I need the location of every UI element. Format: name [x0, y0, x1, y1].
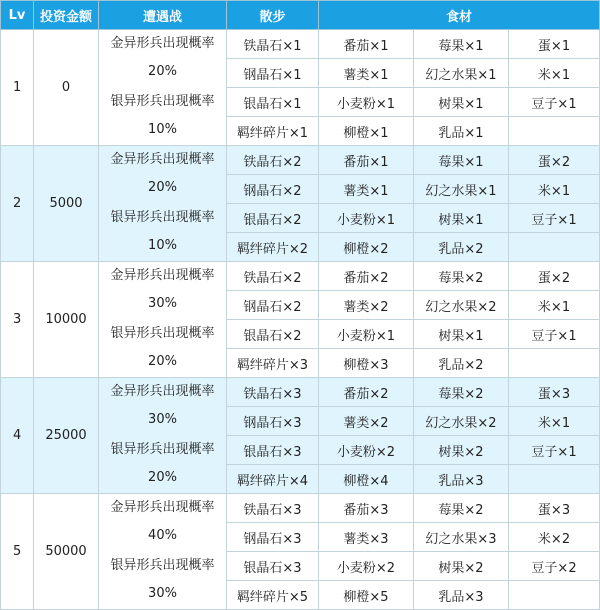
food-reward-cell: 莓果×2	[414, 494, 509, 523]
gold-rate-label: 金异形兵出现概率	[110, 500, 215, 515]
gold-rate-value: 30%	[148, 412, 177, 427]
gold-rate-label: 金异形兵出现概率	[110, 152, 215, 167]
food-reward-cell: 幻之水果×1	[414, 59, 509, 88]
food-reward-cell: 米×2	[509, 523, 600, 552]
food-reward-cell: 米×1	[509, 175, 600, 204]
food-reward-cell: 蛋×3	[509, 378, 600, 407]
gold-rate-label: 金异形兵出现概率	[110, 384, 215, 399]
gold-encounter-cell	[99, 30, 227, 88]
food-reward-cell: 幻之水果×1	[414, 175, 509, 204]
silver-rate-label: 银异形兵出现概率	[110, 557, 215, 573]
food-reward-cell	[509, 233, 600, 262]
food-reward-cell: 小麦粉×2	[319, 552, 414, 581]
header-walk: 散步	[227, 1, 319, 30]
food-reward-cell: 番茄×2	[319, 262, 414, 291]
food-reward-cell: 番茄×3	[319, 494, 414, 523]
walk-reward-cell: 钢晶石×1	[227, 59, 319, 88]
food-reward-cell: 番茄×1	[319, 146, 414, 175]
walk-reward-cell: 铁晶石×2	[227, 262, 319, 291]
food-reward-cell: 莓果×1	[414, 146, 509, 175]
walk-reward-cell: 羁绊碎片×2	[227, 233, 319, 262]
investment-cell: 10000	[34, 262, 99, 378]
gold-rate-value: 20%	[148, 64, 177, 79]
walk-reward-cell: 铁晶石×3	[227, 494, 319, 523]
food-reward-cell: 豆子×2	[509, 552, 600, 581]
silver-encounter-cell	[99, 88, 227, 146]
food-reward-cell: 乳品×2	[414, 233, 509, 262]
silver-rate-label: 银异形兵出现概率	[110, 325, 215, 341]
food-reward-cell: 柳橙×5	[319, 581, 414, 610]
food-reward-cell: 米×1	[509, 291, 600, 320]
food-reward-cell: 薯类×1	[319, 175, 414, 204]
gold-encounter-cell	[99, 262, 227, 320]
food-reward-cell: 柳橙×1	[319, 117, 414, 146]
food-reward-cell: 薯类×2	[319, 291, 414, 320]
walk-reward-cell: 羁绊碎片×4	[227, 465, 319, 494]
food-reward-cell: 莓果×1	[414, 30, 509, 59]
investment-cell: 0	[34, 30, 99, 146]
food-reward-cell	[509, 349, 600, 378]
food-reward-cell: 幻之水果×3	[414, 523, 509, 552]
walk-reward-cell: 钢晶石×2	[227, 175, 319, 204]
food-reward-cell: 莓果×2	[414, 262, 509, 291]
silver-rate-label: 银异形兵出现概率	[110, 209, 215, 225]
silver-rate-value: 20%	[148, 353, 177, 369]
gold-encounter-cell	[99, 494, 227, 552]
silver-rate-label: 银异形兵出现概率	[110, 93, 215, 109]
level-cell: 4	[1, 378, 34, 494]
food-reward-cell	[509, 117, 600, 146]
gold-rate-value: 30%	[148, 296, 177, 311]
table-row	[1, 378, 600, 407]
investment-cell: 5000	[34, 146, 99, 262]
food-reward-cell: 乳品×1	[414, 117, 509, 146]
walk-reward-cell: 铁晶石×2	[227, 146, 319, 175]
food-reward-cell: 小麦粉×2	[319, 436, 414, 465]
silver-encounter-cell	[99, 436, 227, 494]
walk-reward-cell: 银晶石×1	[227, 88, 319, 117]
level-cell: 3	[1, 262, 34, 378]
walk-reward-cell: 羁绊碎片×1	[227, 117, 319, 146]
food-reward-cell: 柳橙×2	[319, 233, 414, 262]
food-reward-cell: 番茄×1	[319, 30, 414, 59]
table-row	[1, 262, 600, 291]
silver-rate-label: 银异形兵出现概率	[110, 441, 215, 457]
food-reward-cell: 蛋×1	[509, 30, 600, 59]
food-reward-cell: 乳品×3	[414, 581, 509, 610]
food-reward-cell: 蛋×3	[509, 494, 600, 523]
food-reward-cell: 薯类×3	[319, 523, 414, 552]
walk-reward-cell: 钢晶石×3	[227, 407, 319, 436]
table-row	[1, 146, 600, 175]
walk-reward-cell: 银晶石×2	[227, 204, 319, 233]
food-reward-cell: 米×1	[509, 407, 600, 436]
food-reward-cell: 莓果×2	[414, 378, 509, 407]
walk-reward-cell: 铁晶石×3	[227, 378, 319, 407]
silver-encounter-cell	[99, 320, 227, 378]
food-reward-cell: 蛋×2	[509, 146, 600, 175]
food-reward-cell: 树果×1	[414, 320, 509, 349]
food-reward-cell: 小麦粉×1	[319, 88, 414, 117]
silver-encounter-cell	[99, 204, 227, 262]
silver-encounter-cell	[99, 552, 227, 610]
silver-rate-value: 10%	[148, 121, 177, 137]
walk-reward-cell: 银晶石×3	[227, 552, 319, 581]
walk-reward-cell: 钢晶石×3	[227, 523, 319, 552]
header-row	[1, 1, 600, 30]
food-reward-cell: 乳品×2	[414, 349, 509, 378]
food-reward-cell: 树果×1	[414, 204, 509, 233]
food-reward-cell	[509, 581, 600, 610]
food-reward-cell: 豆子×1	[509, 88, 600, 117]
walk-reward-cell: 银晶石×3	[227, 436, 319, 465]
gold-rate-value: 20%	[148, 180, 177, 195]
gold-encounter-cell	[99, 378, 227, 436]
walk-reward-cell: 钢晶石×2	[227, 291, 319, 320]
food-reward-cell: 幻之水果×2	[414, 291, 509, 320]
food-reward-cell: 小麦粉×1	[319, 204, 414, 233]
header-encounter: 遭遇战	[99, 1, 227, 30]
gold-rate-label: 金异形兵出现概率	[110, 268, 215, 283]
food-reward-cell: 树果×1	[414, 88, 509, 117]
food-reward-cell: 薯类×2	[319, 407, 414, 436]
food-reward-cell: 番茄×2	[319, 378, 414, 407]
food-reward-cell: 小麦粉×1	[319, 320, 414, 349]
table-row	[1, 30, 600, 59]
gold-encounter-cell	[99, 146, 227, 204]
header-lv: Lv	[1, 1, 34, 30]
silver-rate-value: 30%	[148, 585, 177, 601]
food-reward-cell: 乳品×3	[414, 465, 509, 494]
header-food: 食材	[319, 1, 600, 30]
level-cell: 1	[1, 30, 34, 146]
food-reward-cell: 豆子×1	[509, 436, 600, 465]
level-cell: 5	[1, 494, 34, 610]
gold-rate-value: 40%	[148, 528, 177, 543]
food-reward-cell: 树果×2	[414, 552, 509, 581]
table-row	[1, 494, 600, 523]
food-reward-cell: 柳橙×3	[319, 349, 414, 378]
food-reward-cell: 柳橙×4	[319, 465, 414, 494]
food-reward-cell: 米×1	[509, 59, 600, 88]
food-reward-cell	[509, 465, 600, 494]
silver-rate-value: 20%	[148, 469, 177, 485]
walk-reward-cell: 羁绊碎片×3	[227, 349, 319, 378]
investment-cell: 50000	[34, 494, 99, 610]
walk-reward-cell: 银晶石×2	[227, 320, 319, 349]
gold-rate-label: 金异形兵出现概率	[110, 36, 215, 51]
header-invest: 投资金额	[34, 1, 99, 30]
level-cell: 2	[1, 146, 34, 262]
food-reward-cell: 树果×2	[414, 436, 509, 465]
investment-cell: 25000	[34, 378, 99, 494]
walk-reward-cell: 羁绊碎片×5	[227, 581, 319, 610]
table-body	[1, 30, 600, 610]
food-reward-cell: 幻之水果×2	[414, 407, 509, 436]
walk-reward-cell: 铁晶石×1	[227, 30, 319, 59]
food-reward-cell: 豆子×1	[509, 320, 600, 349]
food-reward-cell: 豆子×1	[509, 204, 600, 233]
food-reward-cell: 蛋×2	[509, 262, 600, 291]
food-reward-cell: 薯类×1	[319, 59, 414, 88]
silver-rate-value: 10%	[148, 237, 177, 253]
